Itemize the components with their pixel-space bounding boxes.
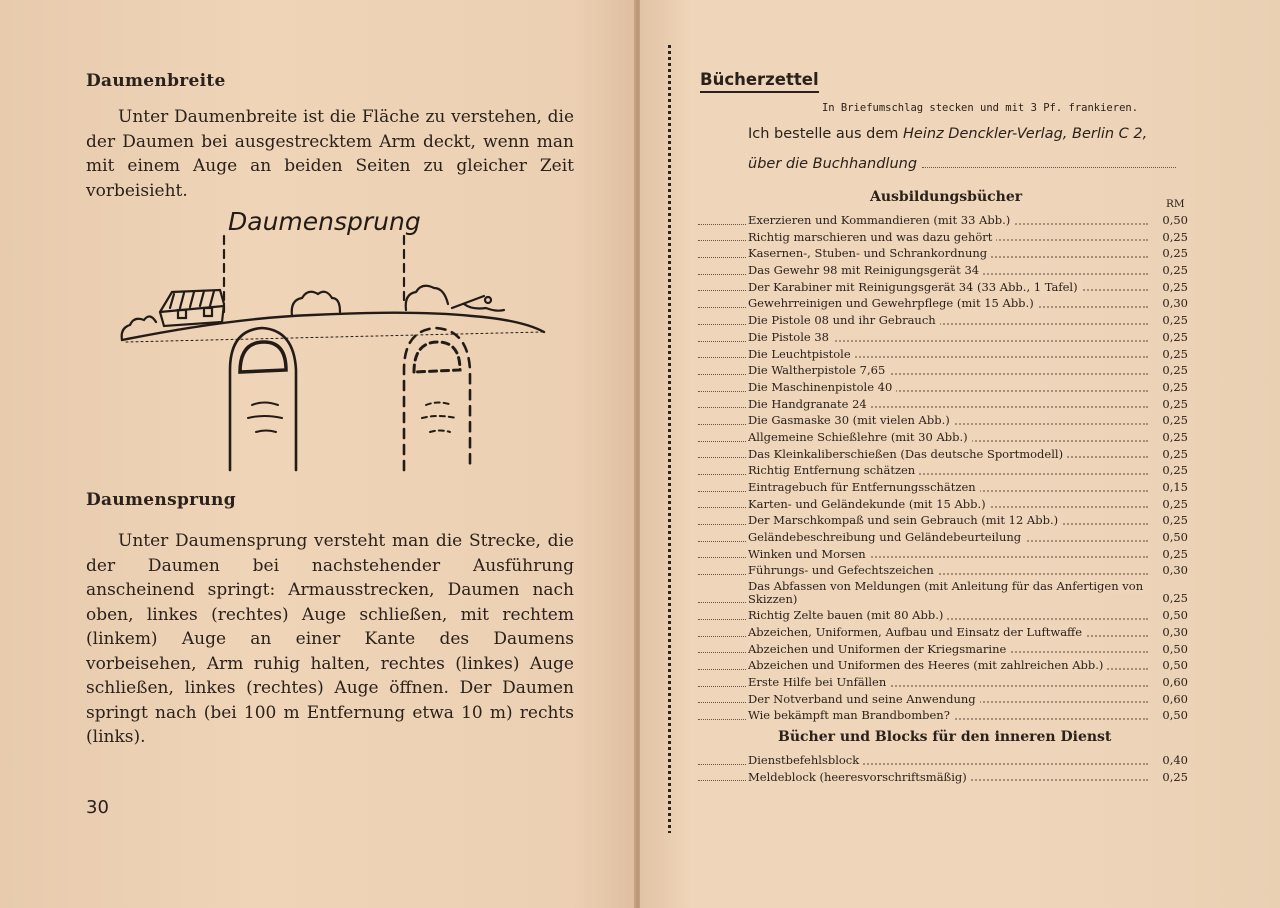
book-title: Die Pistole 08 und ihr Gebrauch bbox=[748, 313, 940, 327]
book-row bbox=[698, 245, 1194, 262]
book-price: 0,50 bbox=[1162, 213, 1188, 227]
book-row bbox=[698, 529, 1194, 546]
quantity-blank-field[interactable] bbox=[698, 669, 746, 670]
book-title: Karten- und Geländekunde (mit 15 Abb.) bbox=[748, 497, 990, 511]
book-title-cell bbox=[748, 641, 1160, 658]
order-line-publisher bbox=[748, 126, 1192, 142]
book-price: 0,25 bbox=[1162, 591, 1188, 606]
quantity-blank-field[interactable] bbox=[698, 602, 746, 603]
book-price: 0,25 bbox=[1162, 446, 1188, 461]
book-price: 0,25 bbox=[1162, 769, 1188, 784]
book-title-cell bbox=[748, 245, 1160, 262]
book-price: 0,25 bbox=[1162, 279, 1188, 294]
thumb-jump-illustration bbox=[112, 200, 552, 475]
book-title-cell bbox=[748, 379, 1160, 396]
book-title-cell bbox=[748, 752, 1160, 769]
currency-label: RM bbox=[1166, 198, 1185, 210]
page-number: 30 bbox=[86, 797, 109, 818]
book-row bbox=[698, 707, 1194, 724]
illustration-label: Daumensprung bbox=[228, 207, 421, 236]
book-title: Erste Hilfe bei Unfällen bbox=[748, 675, 890, 689]
book-price: 0,25 bbox=[1162, 246, 1188, 261]
book-price: 0,25 bbox=[1162, 496, 1188, 511]
book-title-cell bbox=[748, 396, 1160, 413]
book-title-cell bbox=[748, 546, 1160, 563]
quantity-blank-field[interactable] bbox=[698, 524, 746, 525]
quantity-blank-field[interactable] bbox=[698, 574, 746, 575]
book-title-cell bbox=[748, 657, 1160, 674]
book-title: Richtig Zelte bauen (mit 80 Abb.) bbox=[748, 608, 947, 622]
book-title: Das Gewehr 98 mit Reinigungsgerät 34 bbox=[748, 263, 983, 277]
book-price: 0,25 bbox=[1162, 463, 1188, 478]
book-title-cell bbox=[748, 229, 1160, 246]
book-price: 0,25 bbox=[1162, 513, 1188, 528]
order-line-bookshop bbox=[748, 156, 1192, 172]
book-row bbox=[698, 512, 1194, 529]
book-title: Die Leuchtpistole bbox=[748, 347, 855, 361]
book-title-cell bbox=[748, 295, 1160, 312]
quantity-blank-field[interactable] bbox=[698, 652, 746, 653]
quantity-blank-field[interactable] bbox=[698, 557, 746, 558]
book-row bbox=[698, 769, 1194, 786]
book-title: Eintragebuch für Entfernungsschätzen bbox=[748, 480, 980, 494]
book-title: Führungs- und Gefechtszeichen bbox=[748, 563, 938, 577]
book-title-cell bbox=[748, 512, 1160, 529]
book-title-cell bbox=[748, 769, 1160, 786]
quantity-blank-field[interactable] bbox=[698, 391, 746, 392]
book-title-cell bbox=[748, 479, 1160, 496]
book-price: 0,25 bbox=[1162, 546, 1188, 561]
heading-daumensprung: Daumensprung bbox=[86, 490, 236, 510]
book-row bbox=[698, 752, 1194, 769]
order-form-title: Bücherzettel bbox=[700, 70, 819, 93]
book-title-cell bbox=[748, 691, 1160, 708]
quantity-blank-field[interactable] bbox=[698, 374, 746, 375]
book-row bbox=[698, 479, 1194, 496]
quantity-blank-field[interactable] bbox=[698, 719, 746, 720]
quantity-blank-field[interactable] bbox=[698, 619, 746, 620]
book-title-cell bbox=[748, 262, 1160, 279]
quantity-blank-field[interactable] bbox=[698, 290, 746, 291]
book-title: Die Handgranate 24 bbox=[748, 397, 871, 411]
book-title-cell bbox=[748, 624, 1160, 641]
book-row bbox=[698, 496, 1194, 513]
book-price: 0,50 bbox=[1162, 641, 1188, 656]
book-price: 0,50 bbox=[1162, 530, 1188, 545]
book-title: Die Gasmaske 30 (mit vielen Abb.) bbox=[748, 413, 954, 427]
book-price: 0,50 bbox=[1162, 608, 1188, 623]
book-title-cell bbox=[748, 707, 1160, 724]
book-price: 0,60 bbox=[1162, 691, 1188, 706]
paragraph-daumenbreite: Unter Daumenbreite ist die Fläche zu verstehen, die der Daumen bei ausgestrecktem Arm deckt, wenn man mit einem Auge an beiden Seiten zu gleicher Zeit vorbeisieht. bbox=[86, 107, 574, 201]
book-price: 0,50 bbox=[1162, 658, 1188, 673]
book-title: Die Pistole 38 bbox=[748, 330, 833, 344]
quantity-blank-field[interactable] bbox=[698, 686, 746, 687]
book-price: 0,15 bbox=[1162, 480, 1188, 494]
book-row bbox=[698, 312, 1194, 329]
book-price: 0,30 bbox=[1162, 563, 1188, 578]
book-title: Das Kleinkaliberschießen (Das deutsche Sportmodell) bbox=[748, 447, 1067, 461]
book-title: Die Waltherpistole 7,65 bbox=[748, 363, 889, 377]
quantity-blank-field[interactable] bbox=[698, 324, 746, 325]
book-title: Die Maschinenpistole 40 bbox=[748, 380, 896, 394]
quantity-blank-field[interactable] bbox=[698, 491, 746, 492]
book-price: 0,25 bbox=[1162, 229, 1188, 244]
book-price: 0,30 bbox=[1162, 296, 1188, 311]
book-title-cell bbox=[748, 312, 1160, 329]
mailing-instruction: In Briefumschlag stecken und mit 3 Pf. frankieren. bbox=[821, 102, 1139, 114]
book-row bbox=[698, 562, 1194, 579]
quantity-blank-field[interactable] bbox=[698, 240, 746, 241]
quantity-blank-field[interactable] bbox=[698, 764, 746, 765]
book-title: Dienstbefehlsblock bbox=[748, 753, 863, 767]
book-title-cell bbox=[748, 362, 1160, 379]
book-title: Abzeichen und Uniformen des Heeres (mit zahlreichen Abb.) bbox=[748, 658, 1107, 672]
bookshop-blank-field[interactable] bbox=[922, 167, 1176, 168]
paragraph-daumensprung: Unter Daumensprung versteht man die Strecke, die der Daumen bei nachstehender Ausführung anscheinend springt: Armausstrecken, Daumen nach oben, linkes (rechtes) Auge schließen, mit rechtem (linkem) Auge an einer Kante des Daumens vorbeisehen, Arm ruhig halten, rechtes (linkes) Auge schließen, linkes (rechtes) Auge öffnen. Der Daumen springt nach (bei 100 m Entfernung etwa 10 m) rechts (links). bbox=[86, 531, 574, 747]
book-row bbox=[698, 329, 1194, 346]
book-title: Der Marschkompaß und sein Gebrauch (mit 12 Abb.) bbox=[748, 513, 1062, 527]
book-title-cell bbox=[748, 496, 1160, 513]
book-price: 0,25 bbox=[1162, 379, 1188, 394]
book-row bbox=[698, 579, 1194, 607]
book-row bbox=[698, 379, 1194, 396]
perforation-line bbox=[668, 45, 671, 833]
quantity-blank-field[interactable] bbox=[698, 441, 746, 442]
book-row bbox=[698, 295, 1194, 312]
quantity-blank-field[interactable] bbox=[698, 457, 746, 458]
book-row bbox=[698, 396, 1194, 413]
book-title-cell bbox=[748, 562, 1160, 579]
section-heading-internal-service: Bücher und Blocks für den inneren Dienst bbox=[778, 729, 1112, 745]
book-title: Meldeblock (heeresvorschriftsmäßig) bbox=[748, 770, 971, 784]
book-title-cell bbox=[748, 429, 1160, 446]
quantity-blank-field[interactable] bbox=[698, 274, 746, 275]
book-price: 0,25 bbox=[1162, 346, 1188, 361]
book-price: 0,25 bbox=[1162, 363, 1188, 378]
book-title: Abzeichen, Uniformen, Aufbau und Einsatz der Luftwaffe bbox=[748, 625, 1086, 639]
book-title-cell bbox=[748, 446, 1160, 463]
book-price: 0,25 bbox=[1162, 263, 1188, 278]
training-books-list bbox=[698, 212, 1194, 724]
book-title-cell bbox=[748, 529, 1160, 546]
book-price: 0,25 bbox=[1162, 313, 1188, 328]
book-price: 0,25 bbox=[1162, 329, 1188, 344]
book-title: Gewehrreinigen und Gewehrpflege (mit 15 Abb.) bbox=[748, 296, 1038, 310]
quantity-blank-field[interactable] bbox=[698, 424, 746, 425]
book-title: Kasernen-, Stuben- und Schrankordnung bbox=[748, 246, 991, 260]
book-price: 0,30 bbox=[1162, 624, 1188, 639]
book-row bbox=[698, 429, 1194, 446]
book-title-cell bbox=[748, 674, 1160, 691]
quantity-blank-field[interactable] bbox=[698, 507, 746, 508]
quantity-blank-field[interactable] bbox=[698, 702, 746, 703]
book-row bbox=[698, 262, 1194, 279]
quantity-blank-field[interactable] bbox=[698, 224, 746, 225]
book-row bbox=[698, 657, 1194, 674]
book-title-cell bbox=[748, 346, 1160, 363]
book-title: Der Karabiner mit Reinigungsgerät 34 (33 Abb., 1 Tafel) bbox=[748, 280, 1082, 294]
heading-daumenbreite: Daumenbreite bbox=[86, 71, 226, 91]
book-title-cell bbox=[748, 329, 1160, 346]
book-title: Allgemeine Schießlehre (mit 30 Abb.) bbox=[748, 430, 972, 444]
book-title-cell bbox=[748, 607, 1160, 624]
quantity-blank-field[interactable] bbox=[698, 407, 746, 408]
book-row bbox=[698, 362, 1194, 379]
book-row bbox=[698, 462, 1194, 479]
order-line-prefix: Ich bestelle aus dem bbox=[748, 126, 899, 142]
book-title-cell bbox=[748, 279, 1160, 296]
quantity-blank-field[interactable] bbox=[698, 636, 746, 637]
book-price: 0,60 bbox=[1162, 674, 1188, 689]
book-row bbox=[698, 346, 1194, 363]
book-title-cell bbox=[748, 580, 1160, 605]
book-title: Winken und Morsen bbox=[748, 547, 870, 561]
quantity-blank-field[interactable] bbox=[698, 474, 746, 475]
book-row bbox=[698, 641, 1194, 658]
left-page bbox=[0, 0, 636, 908]
quantity-blank-field[interactable] bbox=[698, 357, 746, 358]
book-row bbox=[698, 674, 1194, 691]
book-row bbox=[698, 691, 1194, 708]
book-title: Richtig marschieren und was dazu gehört bbox=[748, 230, 996, 244]
book-row bbox=[698, 412, 1194, 429]
book-title: Wie bekämpft man Brandbomben? bbox=[748, 708, 954, 722]
book-row bbox=[698, 446, 1194, 463]
book-price: 0,25 bbox=[1162, 429, 1188, 444]
publisher-name: Heinz Denckler-Verlag, Berlin C 2, bbox=[903, 126, 1148, 142]
book-row bbox=[698, 212, 1194, 229]
quantity-blank-field[interactable] bbox=[698, 780, 746, 781]
book-row bbox=[698, 546, 1194, 563]
book-row bbox=[698, 229, 1194, 246]
book-row bbox=[698, 279, 1194, 296]
book-row bbox=[698, 607, 1194, 624]
book-title: Geländebeschreibung und Geländebeurteilung bbox=[748, 530, 1025, 544]
book-title: Exerzieren und Kommandieren (mit 33 Abb.) bbox=[748, 213, 1014, 227]
book-title: Abzeichen und Uniformen der Kriegsmarine bbox=[748, 642, 1010, 656]
book-price: 0,50 bbox=[1162, 708, 1188, 723]
quantity-blank-field[interactable] bbox=[698, 307, 746, 308]
book-title: Der Notverband und seine Anwendung bbox=[748, 692, 980, 706]
book-title: Das Abfassen von Meldungen (mit Anleitung für das Anfertigen von Skizzen) bbox=[748, 580, 1144, 606]
bookshop-label: über die Buchhandlung bbox=[748, 156, 918, 172]
book-row bbox=[698, 624, 1194, 641]
book-price: 0,40 bbox=[1162, 753, 1188, 767]
book-price: 0,25 bbox=[1162, 396, 1188, 411]
book-price: 0,25 bbox=[1162, 413, 1188, 428]
book-title-cell bbox=[748, 212, 1160, 229]
section-heading-training-books: Ausbildungsbücher bbox=[870, 189, 1023, 205]
book-title: Richtig Entfernung schätzen bbox=[748, 463, 919, 477]
internal-service-list bbox=[698, 752, 1194, 785]
book-title-cell bbox=[748, 462, 1160, 479]
quantity-blank-field[interactable] bbox=[698, 257, 746, 258]
book-title-cell bbox=[748, 412, 1160, 429]
quantity-blank-field[interactable] bbox=[698, 341, 746, 342]
quantity-blank-field[interactable] bbox=[698, 541, 746, 542]
